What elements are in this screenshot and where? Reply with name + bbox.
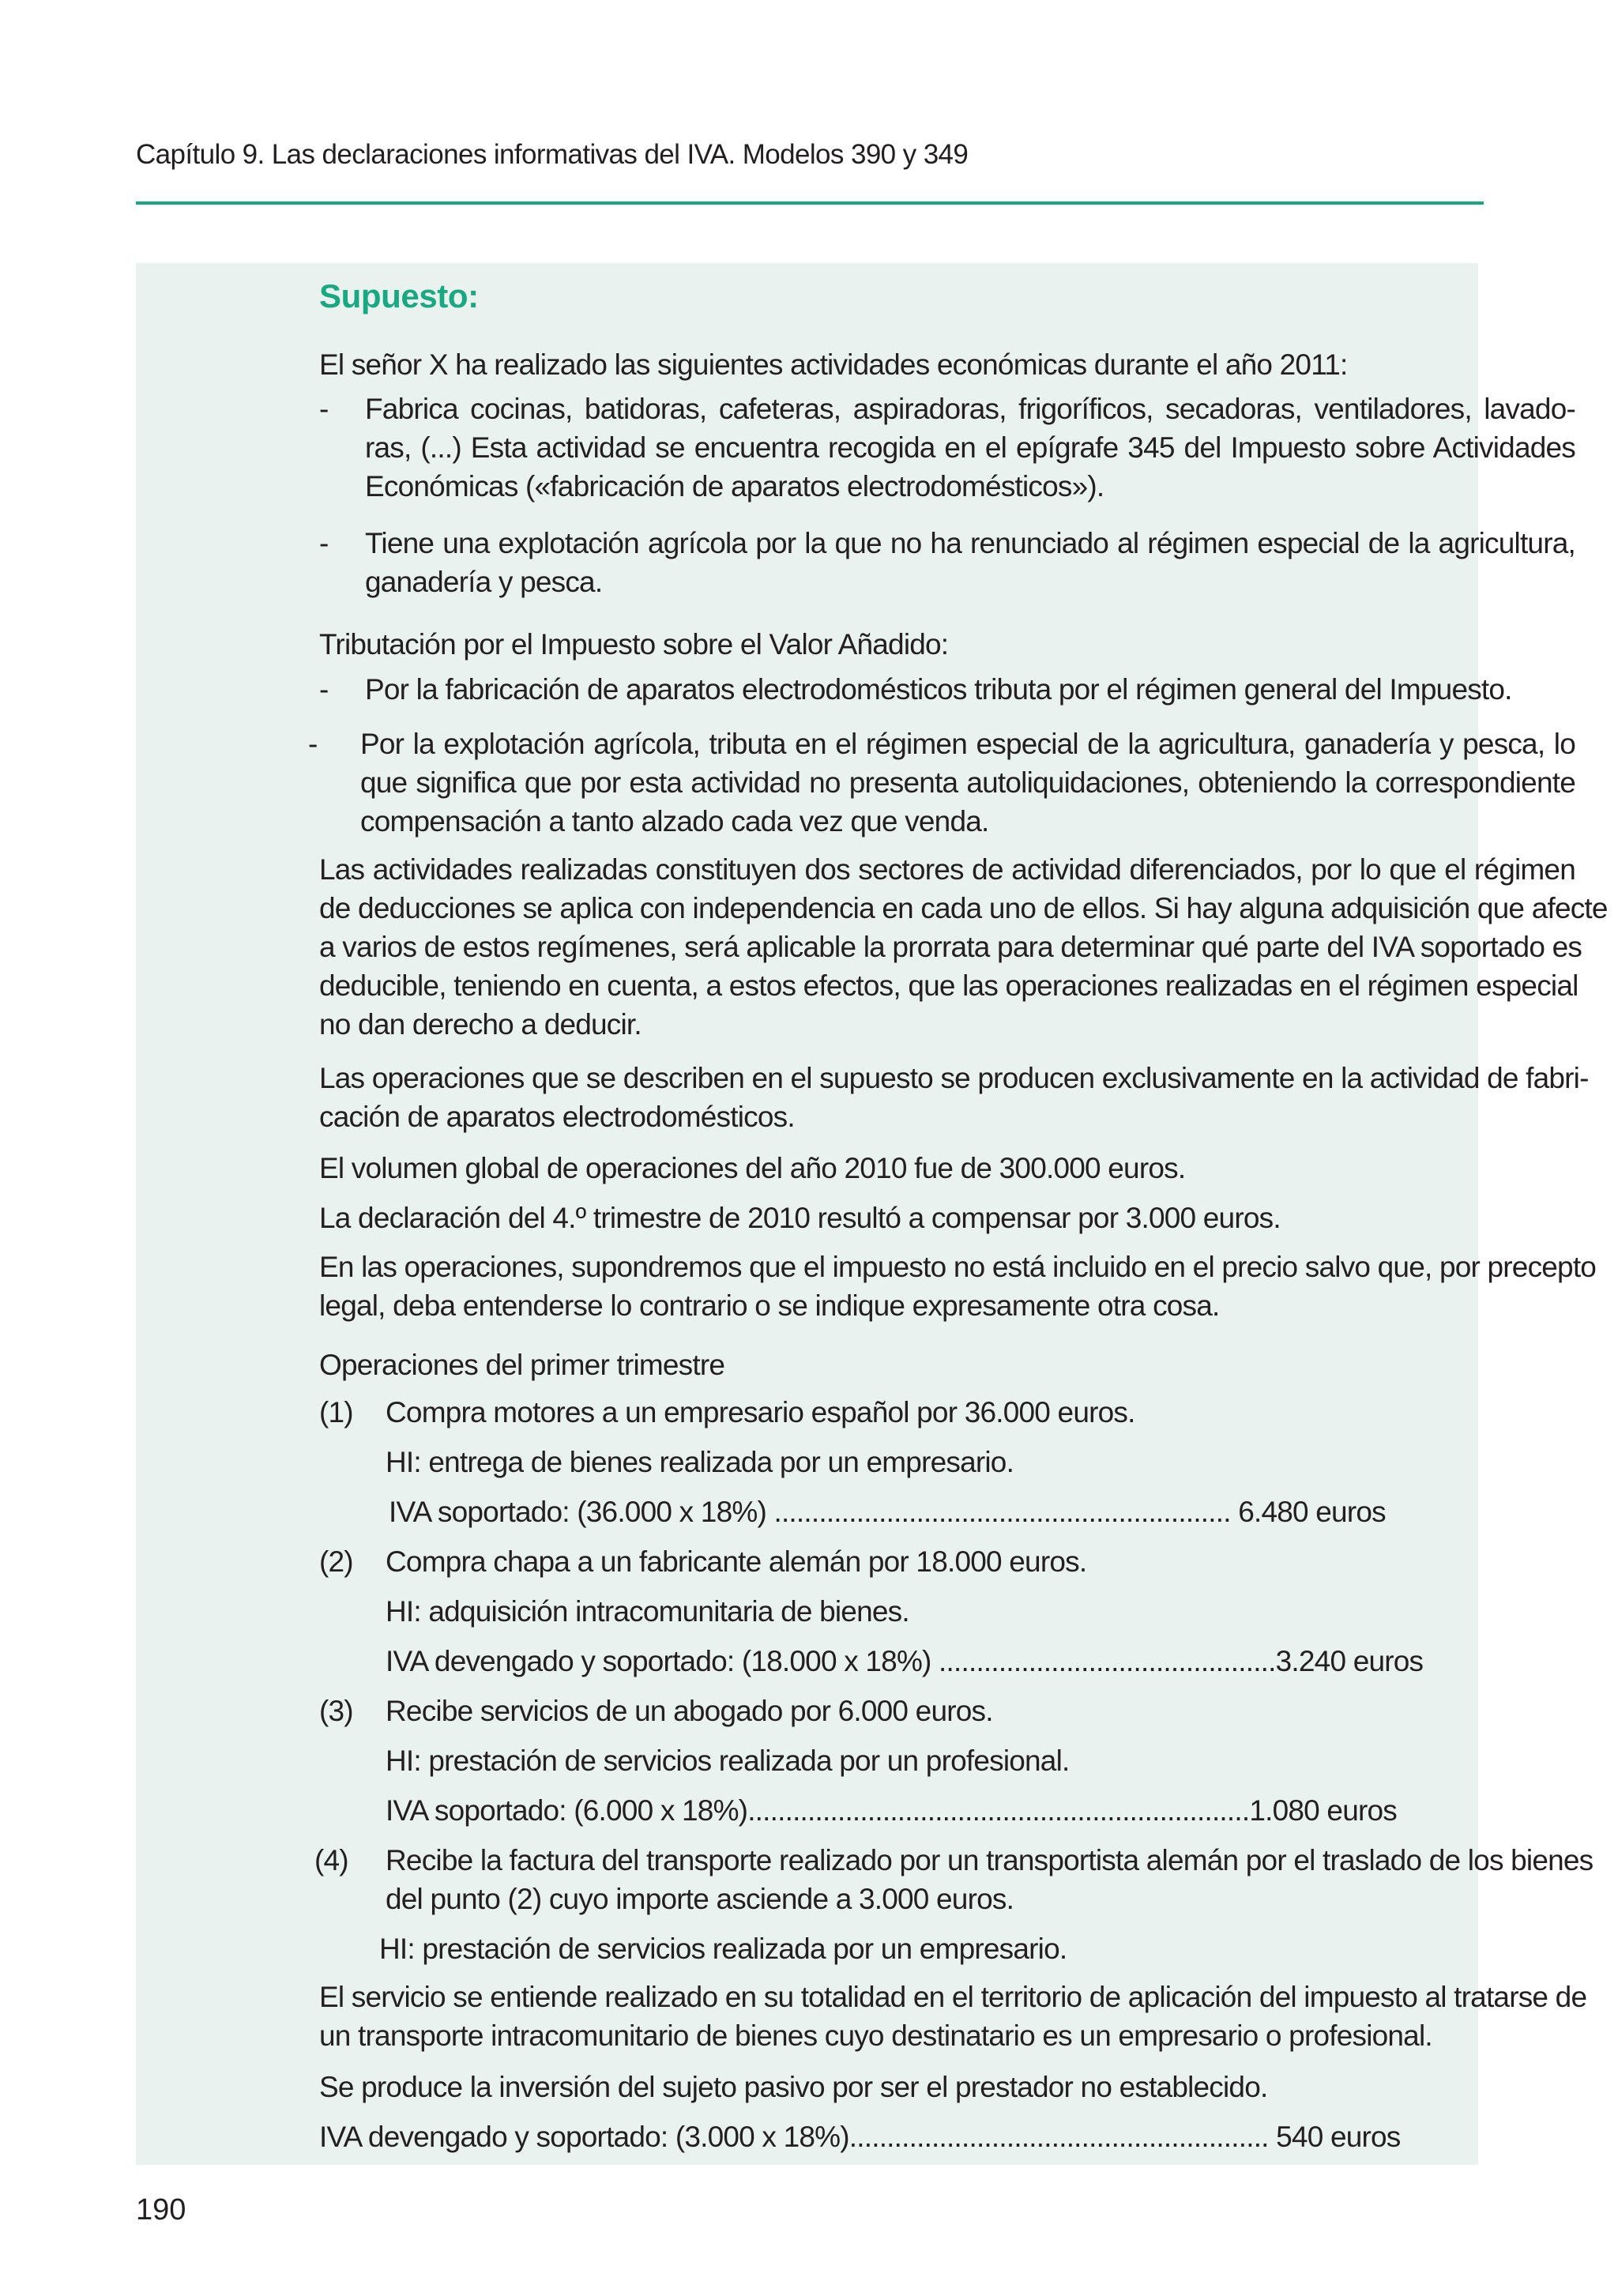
tributacion-line: que significa que por esta actividad no presenta autoliquidaciones, obteniendo la correspondiente — [360, 766, 1575, 799]
intro-text: El señor X ha realizado las siguientes actividades económicas durante el año 2011: — [319, 348, 1348, 381]
operaciones-heading: Operaciones del primer trimestre — [319, 1349, 725, 1381]
list-dash: - — [319, 673, 329, 706]
activity-line: ganadería y pesca. — [365, 566, 603, 598]
list-dash: - — [308, 728, 318, 760]
tributacion-heading: Tributación por el Impuesto sobre el Valor Añadido: — [319, 628, 949, 661]
paragraph-line: Las actividades realizadas constituyen dos sectores de actividad diferenciados, por lo que el régimen — [319, 853, 1575, 886]
chapter-title: Capítulo 9. Las declaraciones informativas del IVA. Modelos 390 y 349 — [136, 139, 969, 170]
activity-line: Tiene una explotación agrícola por la que no ha renunciado al régimen especial de la agricultura, — [365, 527, 1575, 559]
activity-line: ras, (...) Esta actividad se encuentra recogida en el epígrafe 345 del Impuesto sobre Actividades — [365, 431, 1575, 464]
operation-iva: IVA devengado y soportado: (18.000 x 18%) .............................................3.240 euros — [386, 1645, 1424, 1677]
operation-text: Compra chapa a un fabricante alemán por 18.000 euros. — [386, 1545, 1087, 1578]
operation-number: (3) — [319, 1695, 353, 1727]
operation-hi: HI: entrega de bienes realizada por un empresario. — [386, 1446, 1014, 1478]
operation-number: (1) — [319, 1396, 353, 1428]
tributacion-line: Por la explotación agrícola, tributa en el régimen especial de la agricultura, ganadería y pesca, lo — [360, 728, 1575, 760]
operation-number: (2) — [319, 1545, 353, 1578]
list-dash: - — [319, 393, 329, 425]
paragraph-line: de deducciones se aplica con independencia en cada uno de ellos. Si hay alguna adquisición que afecte — [319, 892, 1608, 924]
paragraph-line: deducible, teniendo en cuenta, a estos efectos, que las operaciones realizadas en el régimen especial — [319, 969, 1578, 1002]
tributacion-line: compensación a tanto alzado cada vez que venda. — [360, 805, 989, 837]
operation-hi: HI: prestación de servicios realizada por un empresario. — [379, 1933, 1067, 1965]
paragraph-line: cación de aparatos electrodomésticos. — [319, 1101, 795, 1133]
operation-iva: IVA soportado: (6.000 x 18%)...................................................................1.080 euros — [386, 1794, 1397, 1827]
paragraph-line: El servicio se entiende realizado en su totalidad en el territorio de aplicación del impuesto al tratarse de — [319, 1981, 1587, 2013]
operation-text: Compra motores a un empresario español por 36.000 euros. — [386, 1396, 1135, 1428]
inversion-text: Se produce la inversión del sujeto pasivo por ser el prestador no establecido. — [319, 2071, 1268, 2103]
operation-iva: IVA soportado: (36.000 x 18%) ............................................................. 6.480 euros — [389, 1496, 1386, 1528]
paragraph-line: En las operaciones, supondremos que el impuesto no está incluido en el precio salvo que, por precepto — [319, 1251, 1597, 1283]
paragraph-line: Las operaciones que se describen en el supuesto se producen exclusivamente en la actividad de fabri- — [319, 1062, 1589, 1094]
list-dash: - — [319, 527, 329, 559]
volumen-text: El volumen global de operaciones del año 2010 fue de 300.000 euros. — [319, 1152, 1186, 1184]
paragraph-line: un transporte intracomunitario de bienes cuyo destinatario es un empresario o profesional. — [319, 2019, 1432, 2052]
operation-number: (4) — [314, 1844, 348, 1876]
paragraph-line: a varios de estos regímenes, será aplicable la prorrata para determinar qué parte del IVA soportado es — [319, 931, 1582, 963]
paragraph-line: legal, deba entenderse lo contrario o se indique expresamente otra cosa. — [319, 1289, 1220, 1322]
header-divider — [136, 201, 1484, 205]
iva-final-text: IVA devengado y soportado: (3.000 x 18%)........................................................ 540 euros — [319, 2121, 1401, 2153]
page-number: 190 — [136, 2193, 186, 2226]
operation-text: Recibe la factura del transporte realizado por un transportista alemán por el traslado de los bienes — [386, 1844, 1594, 1876]
declaracion-text: La declaración del 4.º trimestre de 2010 resultó a compensar por 3.000 euros. — [319, 1202, 1281, 1234]
operation-text: del punto (2) cuyo importe asciende a 3.000 euros. — [386, 1883, 1014, 1915]
activity-line: Fabrica cocinas, batidoras, cafeteras, aspiradoras, frigoríficos, secadoras, ventiladores, lavado- — [365, 393, 1575, 425]
operation-text: Recibe servicios de un abogado por 6.000 euros. — [386, 1695, 993, 1727]
supuesto-title: Supuesto: — [319, 277, 479, 314]
operation-hi: HI: adquisición intracomunitaria de bienes. — [386, 1595, 909, 1628]
paragraph-line: no dan derecho a deducir. — [319, 1008, 642, 1041]
operation-hi: HI: prestación de servicios realizada por un profesional. — [386, 1745, 1070, 1777]
supuesto-box — [136, 263, 1608, 2165]
tributacion-line: Por la fabricación de aparatos electrodomésticos tributa por el régimen general del Impuesto. — [365, 673, 1512, 706]
activity-line: Económicas («fabricación de aparatos electrodomésticos»). — [365, 470, 1104, 502]
